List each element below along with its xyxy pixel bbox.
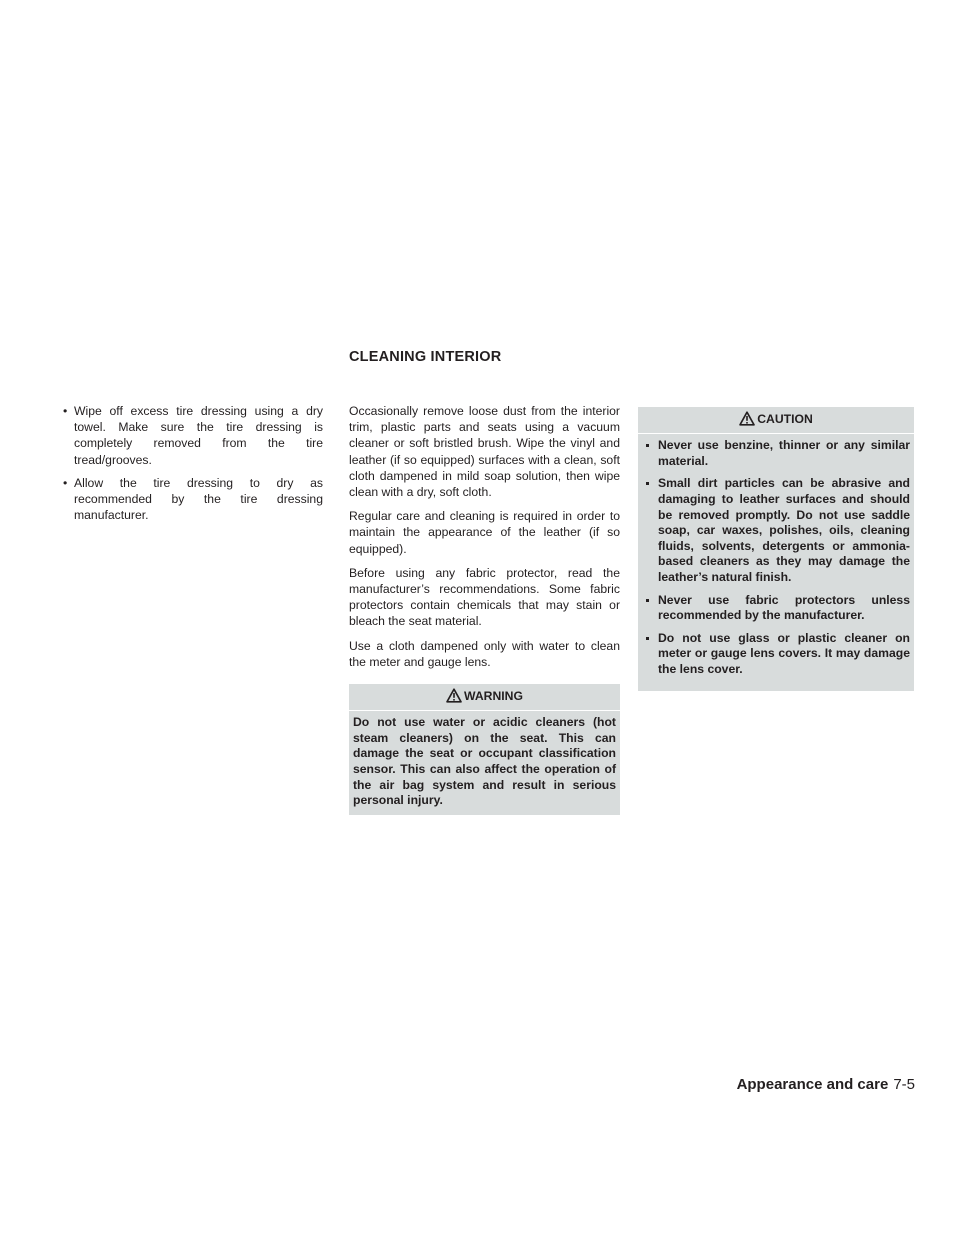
caution-item [642,438,910,469]
page-footer [737,1076,915,1093]
list-item-text: Wipe off excess tire dressing using a dry towel. Make sure the tire dressing is completely removed from the tire tread/grooves. [74,404,323,467]
warning-text: Do not use water or acidic cleaners (hot steam cleaners) on the seat. This can damage the seat or occupant classification sensor. This can also affect the operation of the air bag system and result in serious personal injury. [353,715,616,808]
bullet-icon: • [63,404,68,418]
square-bullet-icon [646,637,649,640]
warning-heading [349,684,620,711]
caution-item [642,631,910,678]
paragraph: Occasionally remove loose dust from the interior trim, plastic parts and seats using a vacuum cleaner or soft bristled brush. Wipe the vinyl and leather (if so equipped) surfaces with a clean, soft cloth dampened in mild soap solution, then wipe clean with a dry, soft cloth. [349,404,620,500]
bullet-list [60,403,323,523]
warning-triangle-icon [739,411,755,426]
paragraph: Use a cloth dampened only with water to clean the meter and gauge lens. [349,638,620,669]
caution-item-text: Never use fabric protectors unless recommended by the manufacturer. [658,592,910,623]
caution-item-text: Small dirt particles can be abrasive and damaging to leather surfaces and should be removed promptly. Do not use saddle soap, car waxes, polishes, oils, cleaning fluids, solvents, detergents or ammonia-based cleaners as they may damage the leather’s natural finish. [658,476,910,584]
list-item-text: Allow the tire dressing to dry as recommended by the tire dressing manufacturer. [74,475,323,523]
page-number: 7-5 [893,1076,915,1093]
warning-box [349,684,620,815]
warning-triangle-icon [446,688,462,703]
paragraph: Regular care and cleaning is required in order to maintain the appearance of the leather (if so equipped). [349,509,620,556]
bullet-icon: • [63,475,68,490]
square-bullet-icon [646,599,649,602]
paragraph: Before using any fabric protector, read the manufacturer’s recommendations. Some fabric protectors contain chemicals that may stain or bleach the seat material. [349,565,620,629]
caution-item [642,593,910,624]
caution-box [638,407,914,691]
section-title: CLEANING INTERIOR [349,349,502,365]
warning-heading-label: WARNING [464,689,523,704]
middle-column [349,403,620,815]
right-column [638,407,914,691]
caution-item-text: Never use benzine, thinner or any similar material. [658,438,910,468]
caution-heading [638,407,914,434]
list-item [60,403,323,468]
caution-item-text: Do not use glass or plastic cleaner on meter or gauge lens covers. It may damage the lens cover. [658,630,910,676]
caution-heading-label: CAUTION [757,412,813,426]
square-bullet-icon [646,444,649,447]
left-column [60,403,323,530]
caution-list [642,438,910,677]
caution-item [642,476,910,585]
square-bullet-icon [646,482,649,485]
list-item [60,475,323,524]
chapter-title: Appearance and care [736,1076,889,1093]
